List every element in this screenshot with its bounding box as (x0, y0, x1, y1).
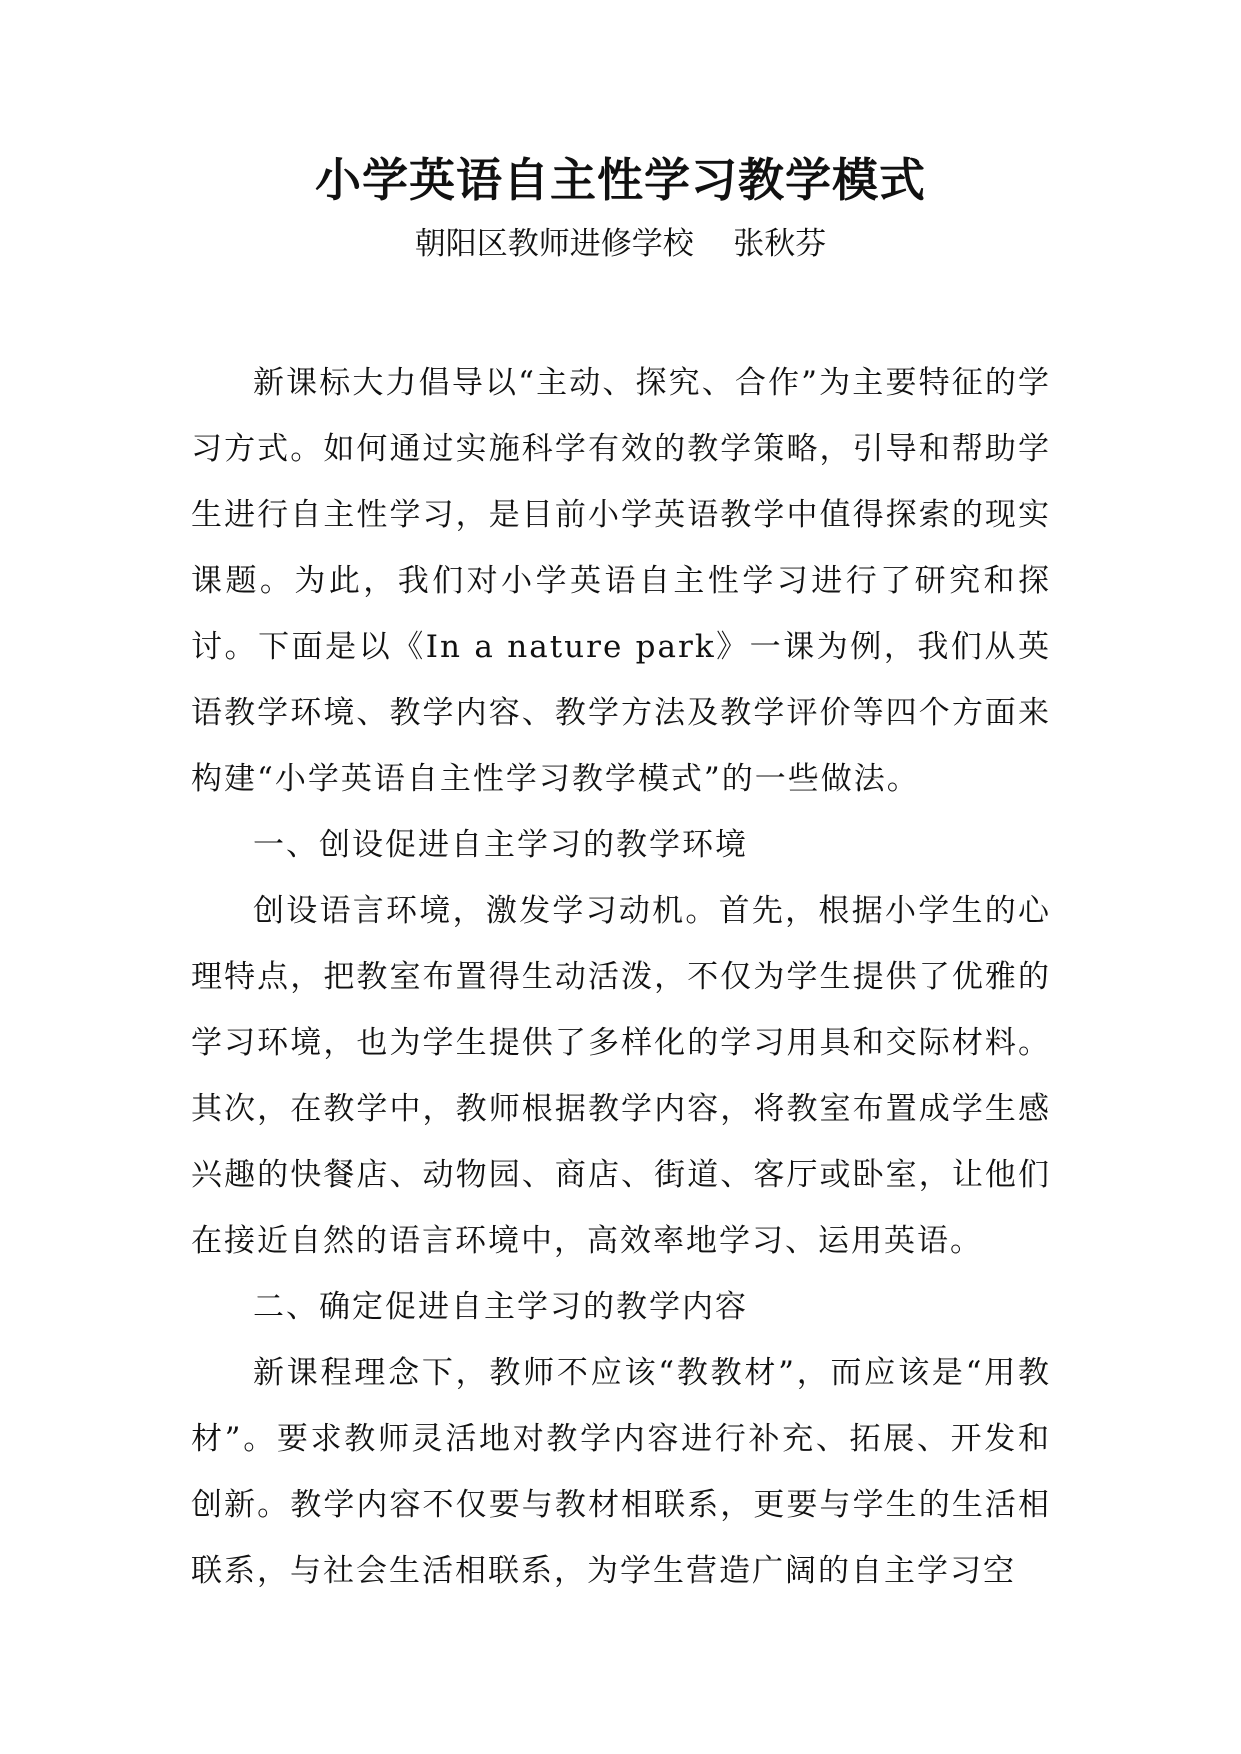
author-byline: 朝阳区教师进修学校 张秋芬 (414, 226, 827, 262)
section-heading-1: 一、创设促进自主学习的教学环境 (253, 827, 748, 863)
document-title: 小学英语自主性学习教学模式 (315, 153, 926, 207)
section-1-paragraph: 创设语言环境，激发学习动机。首先，根据小学生的心理特点，把教室布置得生动活泼，不仅为学生提供了优雅的学习环境，也为学生提供了多样化的学习用具和交际材料。其次，在教学中，教师根据教学内容，将教室布置成学生感兴趣的快餐店、动物园、商店、街道、客厅或卧室，让他们在接近自然的语言环境中，高效率地学习、运用英语。 (191, 893, 1051, 1259)
section-2-paragraph: 新课程理念下，教师不应该“教教材”，而应该是“用教材”。要求教师灵活地对教学内容进行补充、拓展、开发和创新。教学内容不仅要与教材相联系，更要与学生的生活相联系，与社会生活相联系，为学生营造广阔的自主学习空 (191, 1355, 1051, 1589)
section-heading-2: 二、确定促进自主学习的教学内容 (253, 1289, 748, 1325)
document-body (191, 350, 1051, 1604)
intro-paragraph: 新课标大力倡导以“主动、探究、合作”为主要特征的学习方式。如何通过实施科学有效的教学策略，引导和帮助学生进行自主性学习，是目前小学英语教学中值得探索的现实课题。为此，我们对小学英语自主性学习进行了研究和探讨。下面是以《In a nature park》一课为例，我们从英语教学环境、教学内容、教学方法及教学评价等四个方面来构建“小学英语自主性学习教学模式”的一些做法。 (191, 365, 1051, 797)
